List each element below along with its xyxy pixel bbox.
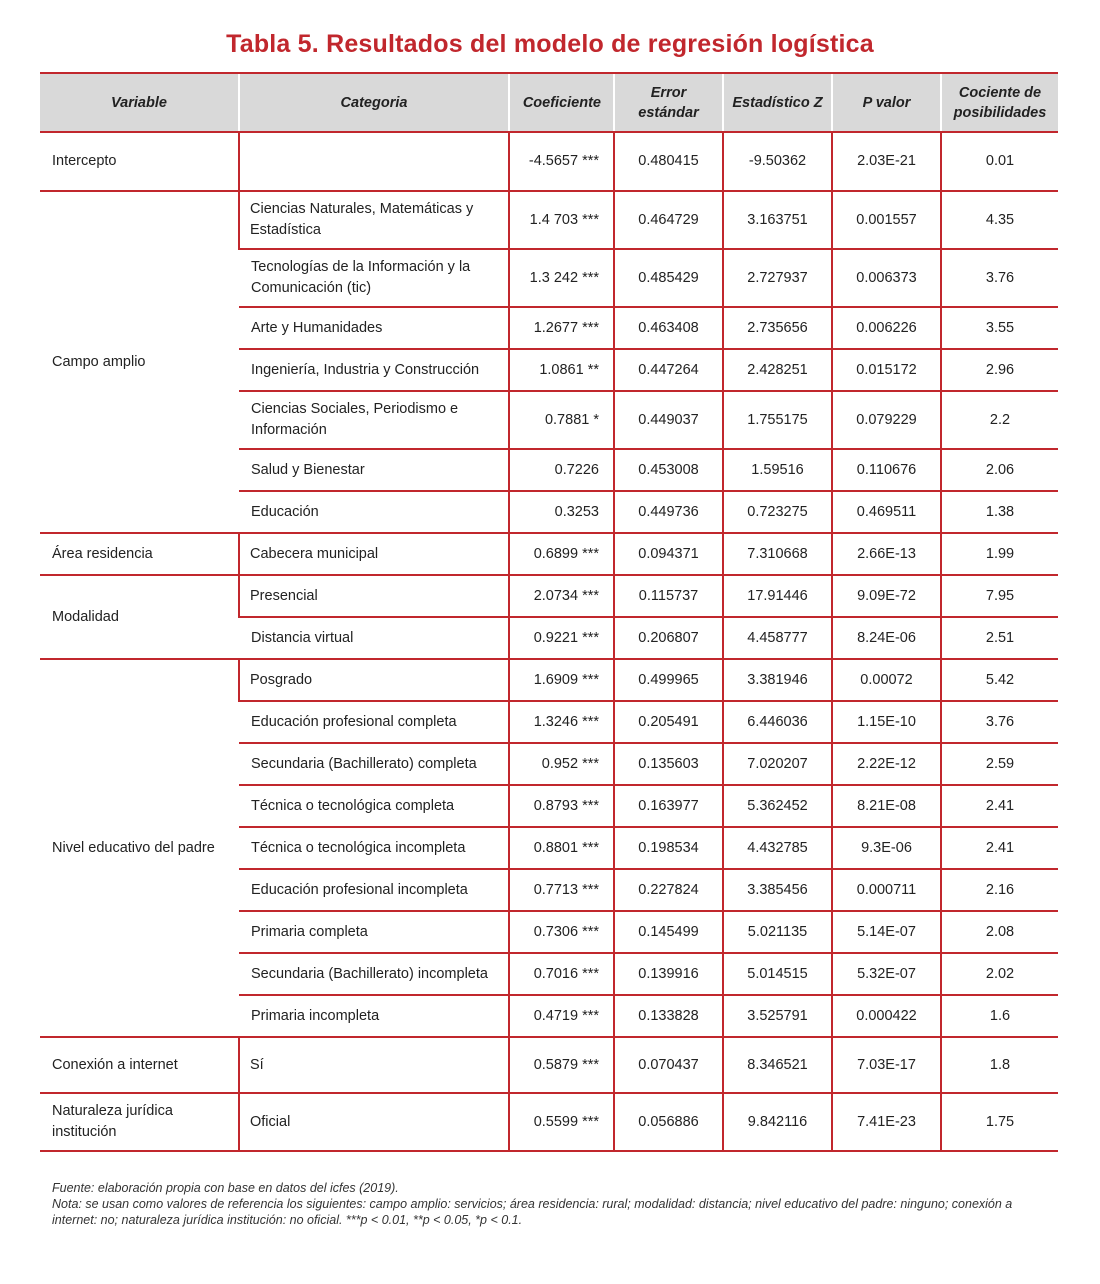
coeficiente-cell: 1.0861 **: [509, 349, 614, 391]
table-row: [40, 659, 1058, 701]
table-row: [40, 1037, 1058, 1093]
reference-note: Nota: se usan como valores de referencia los siguientes: campo amplio: servicios; área residencia: rural; modalidad: distancia; nivel educativo del padre: ninguno; conexión a internet: no; naturaleza jurídica institución: no oficial. ***p < 0.01, **p < 0.05, *p < 0.1.: [52, 1197, 1013, 1227]
z-cell: -9.50362: [723, 132, 832, 191]
error-cell: 0.453008: [614, 449, 723, 491]
table-row: [40, 1093, 1058, 1151]
odds-cell: 2.02: [941, 953, 1058, 995]
error-cell: 0.115737: [614, 575, 723, 617]
error-cell: 0.227824: [614, 869, 723, 911]
error-cell: 0.135603: [614, 743, 723, 785]
coeficiente-cell: 0.952 ***: [509, 743, 614, 785]
odds-cell: 3.55: [941, 307, 1058, 349]
p-cell: 5.32E-07: [832, 953, 941, 995]
coeficiente-cell: 0.5599 ***: [509, 1093, 614, 1151]
categoria-cell: Ingeniería, Industria y Construcción: [239, 349, 509, 391]
variable-cell: Modalidad: [40, 575, 239, 659]
categoria-cell: Distancia virtual: [239, 617, 509, 659]
p-cell: 0.015172: [832, 349, 941, 391]
p-cell: 7.41E-23: [832, 1093, 941, 1151]
categoria-cell: Educación profesional completa: [239, 701, 509, 743]
categoria-cell: Tecnologías de la Información y la Comunicación (tic): [239, 249, 509, 307]
odds-cell: 1.75: [941, 1093, 1058, 1151]
categoria-cell: Sí: [239, 1037, 509, 1093]
z-cell: 5.021135: [723, 911, 832, 953]
coeficiente-cell: 0.8793 ***: [509, 785, 614, 827]
odds-cell: 2.41: [941, 827, 1058, 869]
table-row: [40, 533, 1058, 575]
error-cell: 0.145499: [614, 911, 723, 953]
z-cell: 3.381946: [723, 659, 832, 701]
p-cell: 0.469511: [832, 491, 941, 533]
categoria-cell: Presencial: [239, 575, 509, 617]
coeficiente-cell: 1.3246 ***: [509, 701, 614, 743]
error-cell: 0.070437: [614, 1037, 723, 1093]
p-cell: 8.21E-08: [832, 785, 941, 827]
categoria-cell: Educación: [239, 491, 509, 533]
p-cell: 0.110676: [832, 449, 941, 491]
categoria-cell: Técnica o tecnológica completa: [239, 785, 509, 827]
categoria-cell: Salud y Bienestar: [239, 449, 509, 491]
z-cell: 3.163751: [723, 191, 832, 249]
p-cell: 2.22E-12: [832, 743, 941, 785]
error-cell: 0.480415: [614, 132, 723, 191]
odds-cell: 2.08: [941, 911, 1058, 953]
error-cell: 0.139916: [614, 953, 723, 995]
variable-cell: Área residencia: [40, 533, 239, 575]
header-error-estandar: Error estándar: [614, 73, 723, 132]
p-cell: 9.09E-72: [832, 575, 941, 617]
p-cell: 9.3E-06: [832, 827, 941, 869]
odds-cell: 2.59: [941, 743, 1058, 785]
odds-cell: 1.38: [941, 491, 1058, 533]
odds-cell: 0.01: [941, 132, 1058, 191]
header-cociente: Cociente de posibilidades: [941, 73, 1058, 132]
categoria-cell: Educación profesional incompleta: [239, 869, 509, 911]
categoria-cell: Técnica o tecnológica incompleta: [239, 827, 509, 869]
z-cell: 4.458777: [723, 617, 832, 659]
categoria-cell: Cabecera municipal: [239, 533, 509, 575]
odds-cell: 1.6: [941, 995, 1058, 1037]
categoria-cell: Primaria incompleta: [239, 995, 509, 1037]
z-cell: 2.727937: [723, 249, 832, 307]
odds-cell: 2.51: [941, 617, 1058, 659]
coeficiente-cell: 0.7226: [509, 449, 614, 491]
coeficiente-cell: 0.5879 ***: [509, 1037, 614, 1093]
odds-cell: 2.41: [941, 785, 1058, 827]
odds-cell: 2.96: [941, 349, 1058, 391]
odds-cell: 3.76: [941, 701, 1058, 743]
coeficiente-cell: 0.7713 ***: [509, 869, 614, 911]
odds-cell: 2.2: [941, 391, 1058, 449]
categoria-cell: Primaria completa: [239, 911, 509, 953]
z-cell: 2.735656: [723, 307, 832, 349]
p-cell: 8.24E-06: [832, 617, 941, 659]
error-cell: 0.463408: [614, 307, 723, 349]
z-cell: 9.842116: [723, 1093, 832, 1151]
p-cell: 2.03E-21: [832, 132, 941, 191]
p-cell: 0.001557: [832, 191, 941, 249]
coeficiente-cell: 0.9221 ***: [509, 617, 614, 659]
error-cell: 0.206807: [614, 617, 723, 659]
odds-cell: 3.76: [941, 249, 1058, 307]
odds-cell: 1.8: [941, 1037, 1058, 1093]
z-cell: 17.91446: [723, 575, 832, 617]
coeficiente-cell: 0.6899 ***: [509, 533, 614, 575]
source-note: Fuente: elaboración propia con base en datos del icfes (2019).: [52, 1181, 399, 1195]
z-cell: 2.428251: [723, 349, 832, 391]
coeficiente-cell: -4.5657 ***: [509, 132, 614, 191]
odds-cell: 4.35: [941, 191, 1058, 249]
header-categoria: Categoria: [239, 73, 509, 132]
error-cell: 0.094371: [614, 533, 723, 575]
coeficiente-cell: 0.4719 ***: [509, 995, 614, 1037]
odds-cell: 5.42: [941, 659, 1058, 701]
categoria-cell: Secundaria (Bachillerato) completa: [239, 743, 509, 785]
header-row: [40, 73, 1058, 132]
p-cell: 0.000711: [832, 869, 941, 911]
odds-cell: 2.06: [941, 449, 1058, 491]
coeficiente-cell: 0.8801 ***: [509, 827, 614, 869]
coeficiente-cell: 1.6909 ***: [509, 659, 614, 701]
odds-cell: 7.95: [941, 575, 1058, 617]
coeficiente-cell: 0.7306 ***: [509, 911, 614, 953]
p-cell: 2.66E-13: [832, 533, 941, 575]
categoria-cell: Ciencias Sociales, Periodismo e Información: [239, 391, 509, 449]
z-cell: 7.020207: [723, 743, 832, 785]
error-cell: 0.464729: [614, 191, 723, 249]
z-cell: 5.362452: [723, 785, 832, 827]
p-cell: 0.000422: [832, 995, 941, 1037]
p-cell: 5.14E-07: [832, 911, 941, 953]
header-coeficiente: Coeficiente: [509, 73, 614, 132]
error-cell: 0.198534: [614, 827, 723, 869]
variable-cell: Conexión a internet: [40, 1037, 239, 1093]
table-title: Tabla 5. Resultados del modelo de regresión logística: [226, 30, 874, 58]
table-row: [40, 575, 1058, 617]
categoria-cell: Ciencias Naturales, Matemáticas y Estadística: [239, 191, 509, 249]
odds-cell: 2.16: [941, 869, 1058, 911]
categoria-cell: Posgrado: [239, 659, 509, 701]
z-cell: 3.385456: [723, 869, 832, 911]
coeficiente-cell: 0.7016 ***: [509, 953, 614, 995]
variable-cell: Campo amplio: [40, 191, 239, 533]
categoria-cell: [239, 132, 509, 191]
coeficiente-cell: 1.3 242 ***: [509, 249, 614, 307]
p-cell: 1.15E-10: [832, 701, 941, 743]
error-cell: 0.133828: [614, 995, 723, 1037]
z-cell: 7.310668: [723, 533, 832, 575]
categoria-cell: Arte y Humanidades: [239, 307, 509, 349]
z-cell: 6.446036: [723, 701, 832, 743]
error-cell: 0.056886: [614, 1093, 723, 1151]
p-cell: 0.00072: [832, 659, 941, 701]
coeficiente-cell: 2.0734 ***: [509, 575, 614, 617]
error-cell: 0.485429: [614, 249, 723, 307]
regression-table: [40, 72, 1058, 1152]
table-notes: [52, 1180, 1052, 1228]
error-cell: 0.447264: [614, 349, 723, 391]
coeficiente-cell: 1.2677 ***: [509, 307, 614, 349]
variable-cell: Intercepto: [40, 132, 239, 191]
odds-cell: 1.99: [941, 533, 1058, 575]
variable-cell: Nivel educativo del padre: [40, 659, 239, 1037]
coeficiente-cell: 1.4 703 ***: [509, 191, 614, 249]
table-row: [40, 132, 1058, 191]
categoria-cell: Secundaria (Bachillerato) incompleta: [239, 953, 509, 995]
variable-cell: Naturaleza jurídica institución: [40, 1093, 239, 1151]
p-cell: 0.006373: [832, 249, 941, 307]
z-cell: 4.432785: [723, 827, 832, 869]
z-cell: 3.525791: [723, 995, 832, 1037]
categoria-cell: Oficial: [239, 1093, 509, 1151]
header-estadistico-z: Estadístico Z: [723, 73, 832, 132]
z-cell: 8.346521: [723, 1037, 832, 1093]
error-cell: 0.449037: [614, 391, 723, 449]
p-cell: 7.03E-17: [832, 1037, 941, 1093]
coeficiente-cell: 0.7881 *: [509, 391, 614, 449]
error-cell: 0.163977: [614, 785, 723, 827]
p-cell: 0.079229: [832, 391, 941, 449]
error-cell: 0.205491: [614, 701, 723, 743]
z-cell: 5.014515: [723, 953, 832, 995]
coeficiente-cell: 0.3253: [509, 491, 614, 533]
header-variable: Variable: [40, 73, 239, 132]
z-cell: 0.723275: [723, 491, 832, 533]
error-cell: 0.499965: [614, 659, 723, 701]
z-cell: 1.59516: [723, 449, 832, 491]
table-row: [40, 191, 1058, 249]
p-cell: 0.006226: [832, 307, 941, 349]
z-cell: 1.755175: [723, 391, 832, 449]
header-p-valor: P valor: [832, 73, 941, 132]
error-cell: 0.449736: [614, 491, 723, 533]
